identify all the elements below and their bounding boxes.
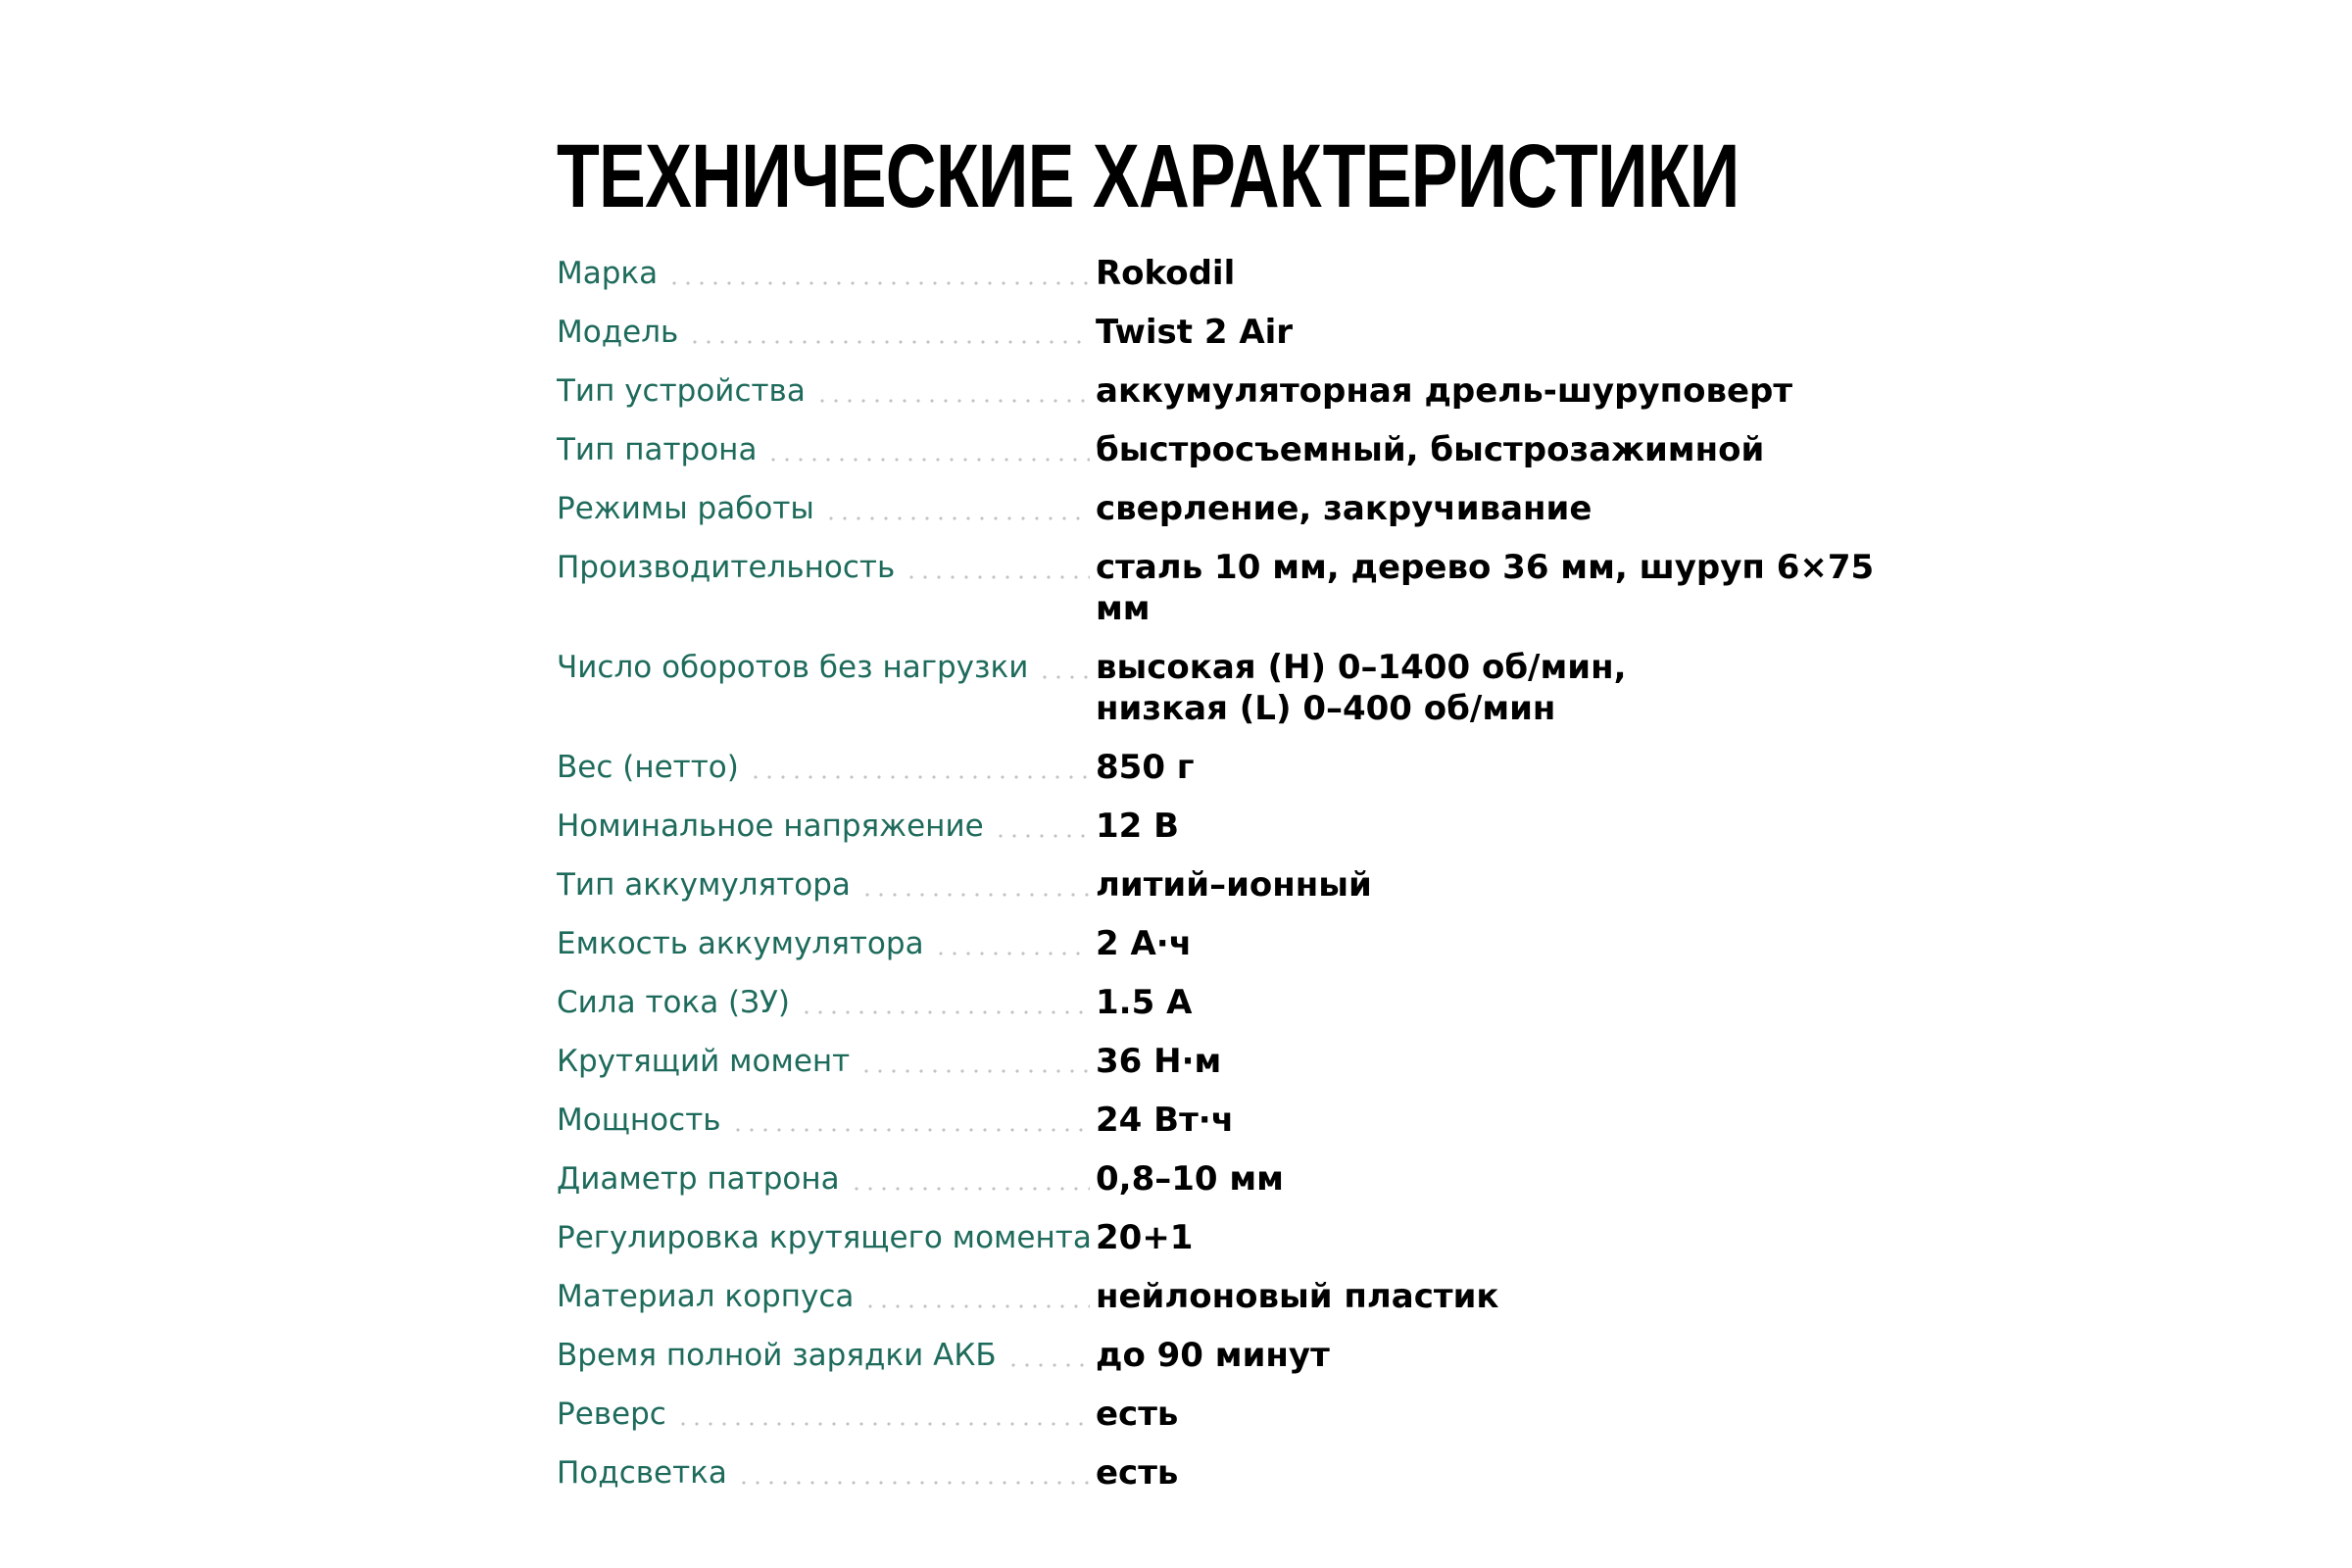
spec-value: 2 А·ч [1096,924,1193,963]
spec-row [557,253,1889,294]
dotted-leader [1038,674,1090,680]
spec-label: Диаметр патрона [557,1161,840,1197]
spec-value: 20+1 [1096,1218,1194,1257]
spec-row [557,370,1889,412]
spec-label: Модель [557,315,679,350]
dotted-leader [688,339,1090,345]
spec-value: Twist 2 Air [1096,313,1294,352]
spec-label: Тип аккумулятора [557,867,851,903]
spec-value: быстросъемный, быстрозажимной [1096,430,1765,469]
page-title: ТЕХНИЧЕСКИЕ ХАРАКТЕРИСТИКИ [557,126,1740,226]
spec-label: Мощность [557,1102,721,1138]
spec-label: Время полной зарядки АКБ [557,1338,997,1373]
dotted-leader [850,1186,1090,1192]
spec-row [557,1158,1889,1200]
spec-row [557,312,1889,353]
dotted-leader [1006,1362,1090,1368]
spec-label-cell [557,1276,1096,1317]
spec-label-cell [557,1452,1096,1494]
spec-label-cell [557,253,1096,294]
spec-value: 36 Н·м [1096,1042,1222,1081]
spec-label: Марка [557,256,659,291]
spec-row [557,488,1889,529]
spec-table [557,253,1889,1494]
spec-value: сталь 10 мм, дерево 36 мм, шуруп 6×75 мм [1096,548,1875,628]
spec-label-cell [557,1158,1096,1200]
spec-value: 0,8–10 мм [1096,1159,1284,1199]
spec-value: аккумуляторная дрель-шуруповерт [1096,371,1793,411]
spec-row [557,429,1889,470]
spec-label-cell [557,647,1096,688]
spec-label-cell [557,547,1096,588]
spec-label: Реверс [557,1396,666,1432]
dotted-leader [815,398,1090,404]
spec-label-cell [557,370,1096,412]
spec-row [557,1217,1889,1258]
dotted-leader [859,1068,1090,1074]
dotted-leader [905,574,1090,580]
spec-row [557,747,1889,788]
dotted-leader [824,515,1090,521]
spec-label: Крутящий момент [557,1044,851,1079]
spec-row [557,547,1889,629]
spec-label: Материал корпуса [557,1279,855,1314]
spec-value: 850 г [1096,748,1195,787]
dotted-leader [766,457,1090,463]
spec-label-cell [557,429,1096,470]
spec-value: Rokodil [1096,254,1236,293]
dotted-leader [676,1421,1090,1427]
spec-sheet [557,118,1889,1511]
spec-label-cell [557,806,1096,847]
spec-label-cell [557,923,1096,964]
dotted-leader [749,774,1090,780]
spec-label: Подсветка [557,1455,727,1491]
dotted-leader [800,1009,1090,1015]
spec-row [557,1041,1889,1082]
spec-label: Режимы работы [557,491,814,526]
spec-label-cell [557,1335,1096,1376]
spec-row [557,1276,1889,1317]
dotted-leader [860,892,1090,898]
spec-value: сверление, закручивание [1096,489,1592,528]
spec-label: Тип устройства [557,373,806,409]
spec-value: 24 Вт·ч [1096,1101,1235,1140]
spec-label-cell [557,747,1096,788]
spec-row [557,1100,1889,1141]
spec-label: Число оборотов без нагрузки [557,650,1029,685]
spec-label-cell [557,312,1096,353]
spec-label-cell [557,864,1096,906]
spec-value: до 90 минут [1096,1336,1330,1375]
spec-label-cell [557,982,1096,1023]
spec-label-cell [557,488,1096,529]
spec-value: 1.5 А [1096,983,1193,1022]
spec-label: Производительность [557,550,896,585]
spec-label-cell [557,1041,1096,1082]
spec-label: Регулировка крутящего момента [557,1220,1092,1255]
spec-value: есть [1096,1395,1179,1434]
spec-label-cell [557,1100,1096,1141]
spec-value: есть [1096,1453,1179,1493]
spec-row [557,647,1889,729]
spec-row [557,864,1889,906]
spec-label: Вес (нетто) [557,750,739,785]
spec-label: Сила тока (ЗУ) [557,985,791,1020]
dotted-leader [934,951,1090,956]
spec-value: высокая (H) 0–1400 об/мин, низкая (L) 0–400 об/мин [1096,648,1627,728]
spec-label-cell [557,1394,1096,1435]
spec-label: Тип патрона [557,432,758,467]
dotted-leader [863,1303,1090,1309]
spec-row [557,1452,1889,1494]
spec-row [557,982,1889,1023]
spec-label-cell [557,1217,1096,1258]
dotted-leader [667,280,1090,286]
spec-value: нейлоновый пластик [1096,1277,1499,1316]
spec-label: Номинальное напряжение [557,808,984,844]
dotted-leader [737,1480,1090,1486]
spec-value: литий–ионный [1096,865,1372,905]
spec-value: 12 В [1096,807,1180,846]
spec-row [557,1335,1889,1376]
dotted-leader [994,833,1090,839]
spec-row [557,923,1889,964]
spec-row [557,806,1889,847]
spec-row [557,1394,1889,1435]
dotted-leader [731,1127,1090,1133]
spec-label: Емкость аккумулятора [557,926,924,961]
